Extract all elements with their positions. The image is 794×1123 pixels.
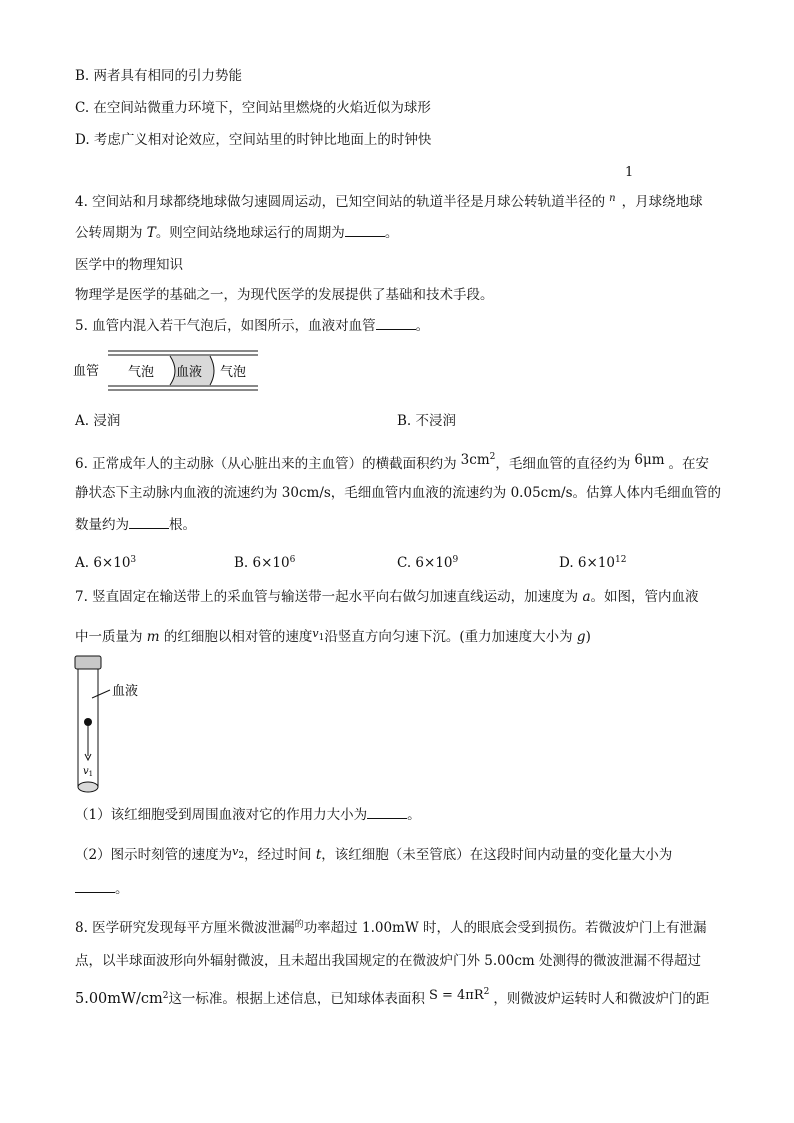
q6-option-d-label: D. 6×10 <box>559 555 616 571</box>
q8-formula-exp: 2 <box>483 987 490 997</box>
q7-sub-2-mid: ，经过时间 <box>244 847 316 863</box>
q8-line-1-b: 功率超过 1.00mW 时，人的眼底会受到损伤。若微波炉门上有泄漏 <box>303 920 707 936</box>
q7-line-2-post: 沿竖直方向匀速下沉。(重力加速度大小为 <box>324 629 577 645</box>
q7-var-v2 <box>232 845 245 862</box>
q3-option-b: B. 两者具有相同的引力势能 <box>75 68 243 84</box>
q6-line-1-b: ，毛细血管的直径约为 <box>495 456 631 472</box>
q8-line-1 <box>75 919 707 939</box>
q7-var-v2-letter: v <box>232 845 239 858</box>
q6-line-1 <box>75 452 709 473</box>
q7-sub-1 <box>75 806 421 824</box>
fig-label-bubble-left: 气泡 <box>128 365 155 380</box>
q6-option-a <box>75 551 136 572</box>
q7-line-2-mid: 的红细胞以相对管的速度 <box>159 629 313 645</box>
q4-line-1 <box>75 190 703 211</box>
q7-figure-tube <box>70 652 180 797</box>
tube-bottom <box>78 782 98 792</box>
q4-line-1-end: ，月球绕地球 <box>621 194 703 210</box>
q5-option-a: A. 浸润 <box>75 413 121 429</box>
q7-line-2-end: ) <box>585 629 591 645</box>
q7-var-m: m <box>146 629 160 645</box>
q7-sub-2 <box>75 846 672 869</box>
q8-limit <box>75 991 168 1007</box>
q6-option-b-exp: 6 <box>289 555 296 565</box>
q6-option-c <box>397 551 458 572</box>
q4-fraction-denominator: n <box>609 193 616 204</box>
q6-option-d-exp: 12 <box>615 555 627 565</box>
q8-stray-mark: 的 <box>294 920 304 930</box>
q7-line-2 <box>75 628 591 651</box>
q7-var-v2-sub: 2 <box>238 851 245 862</box>
q7-sub-2-pre: （2）图示时刻管的速度为 <box>75 847 233 863</box>
q7-sub-1-end: 。 <box>407 807 421 823</box>
q3-option-d: D. 考虑广义相对论效应，空间站里的时钟比地面上的时钟快 <box>75 132 432 148</box>
q6-option-c-exp: 9 <box>452 555 459 565</box>
q4-var-T: T <box>146 225 156 241</box>
q4-line-2-end: 。 <box>384 225 399 241</box>
q8-line-3-mid: 这一标准。根据上述信息，已知球体表面积 <box>168 991 425 1007</box>
q8-line-3 <box>75 987 709 1009</box>
q4-line-2-pre: 公转周期为 <box>75 225 147 241</box>
q6-line-1-c: 。在安 <box>668 456 710 472</box>
q4-answer-blank <box>345 236 385 237</box>
red-blood-cell <box>84 718 92 726</box>
fig-label-v1-letter: v <box>83 766 89 777</box>
q5-answer-blank <box>376 329 416 330</box>
q6-option-a-exp: 3 <box>130 555 137 565</box>
q6-line-3-post: 根。 <box>169 517 196 533</box>
section-intro: 物理学是医学的基础之一，为现代医学的发展提供了基础和技术手段。 <box>75 287 494 303</box>
fig-label-vessel: 血管 <box>73 364 100 379</box>
section-title: 医学中的物理知识 <box>75 257 183 273</box>
q7-sub-2-end: 。 <box>115 881 129 897</box>
q7-var-g: g <box>576 629 586 645</box>
q7-sub-1-blank <box>367 818 407 819</box>
q8-limit-value: 5.00mW/cm <box>75 991 163 1007</box>
q8-line-2: 点，以半球面波形向外辐射微波，且未超出我国规定的在微波炉门外 5.00cm 处测得的微波泄漏不得超过 <box>75 953 702 969</box>
q6-line-3 <box>75 516 196 534</box>
q6-option-b-label: B. 6×10 <box>234 555 290 571</box>
tube-cap <box>75 656 101 669</box>
fig-label-v1 <box>83 766 93 778</box>
q8-formula-text: S = 4πR <box>428 988 484 1003</box>
q6-answer-blank <box>129 528 169 529</box>
q5-figure-vessel <box>70 348 270 396</box>
fig-label-blood: 血液 <box>112 684 139 699</box>
blood-leader-line <box>92 690 110 698</box>
fig-label-bubble-right: 气泡 <box>220 365 247 380</box>
q6-area <box>461 452 496 468</box>
q5-stem-text: 5. 血管内混入若干气泡后，如图所示，血液对血管 <box>75 318 376 334</box>
q7-sub-2-post: ，该红细胞（未至管底）在这段时间内动量的变化量大小为 <box>321 847 673 863</box>
q8-formula <box>429 988 489 1003</box>
q4-line-1-text: 4. 空间站和月球都绕地球做匀速圆周运动，已知空间站的轨道半径是月球公转轨道半径的 <box>75 194 606 210</box>
q6-area-value: 3cm <box>460 452 490 468</box>
q7-line-1-pre: 7. 竖直固定在输送带上的采血管与输送带一起水平向右做匀加速直线运动，加速度为 <box>75 589 583 605</box>
fig-label-v1-sub: 1 <box>88 770 94 778</box>
q6-option-a-label: A. 6×10 <box>75 555 131 571</box>
q6-area-exp: 2 <box>489 452 496 462</box>
q6-line-2: 静状态下主动脉内血液的流速约为 30cm/s，毛细血管内血液的流速约为 0.05cm/s。估算人体内毛细血管的 <box>75 485 721 501</box>
q7-var-v1-letter: v <box>312 627 319 640</box>
q6-option-c-label: C. 6×10 <box>397 555 453 571</box>
q6-diameter: 6μm <box>634 452 665 468</box>
q3-option-c: C. 在空间站微重力环境下，空间站里燃烧的火焰近似为球形 <box>75 100 431 116</box>
q7-line-1-post: 。如图，管内血液 <box>590 589 699 605</box>
q6-option-d <box>559 551 626 572</box>
q6-line-1-a: 6. 正常成年人的主动脉（从心脏出来的主血管）的横截面积约为 <box>75 456 457 472</box>
q7-sub-2-blank <box>75 892 115 893</box>
q7-line-1 <box>75 588 699 606</box>
q7-var-a: a <box>582 589 591 605</box>
q5-stem-end: 。 <box>415 318 430 334</box>
q5-stem <box>75 317 429 335</box>
q4-fraction-numerator: 1 <box>625 165 634 180</box>
q8-line-3-end: ，则微波炉运转时人和微波炉门的距 <box>493 991 710 1007</box>
q7-sub-2-line-2 <box>75 880 129 898</box>
q8-limit-exp: 2 <box>162 991 169 1001</box>
q6-line-3-pre: 数量约为 <box>75 517 129 533</box>
fig-label-blood: 血液 <box>176 365 203 380</box>
q7-sub-1-text: （1）该红细胞受到周围血液对它的作用力大小为 <box>75 807 368 823</box>
q4-line-2-post: 。则空间站绕地球运行的周期为 <box>155 225 345 241</box>
q7-var-v1 <box>312 627 325 644</box>
q4-line-2 <box>75 224 398 242</box>
q7-line-2-pre: 中一质量为 <box>75 629 147 645</box>
q6-option-b <box>234 551 295 572</box>
q7-var-t: t <box>315 847 322 863</box>
q5-option-b: B. 不浸润 <box>397 413 457 429</box>
q7-var-v1-sub: 1 <box>318 633 325 644</box>
q8-line-1-a: 8. 医学研究发现每平方厘米微波泄漏 <box>75 920 295 936</box>
